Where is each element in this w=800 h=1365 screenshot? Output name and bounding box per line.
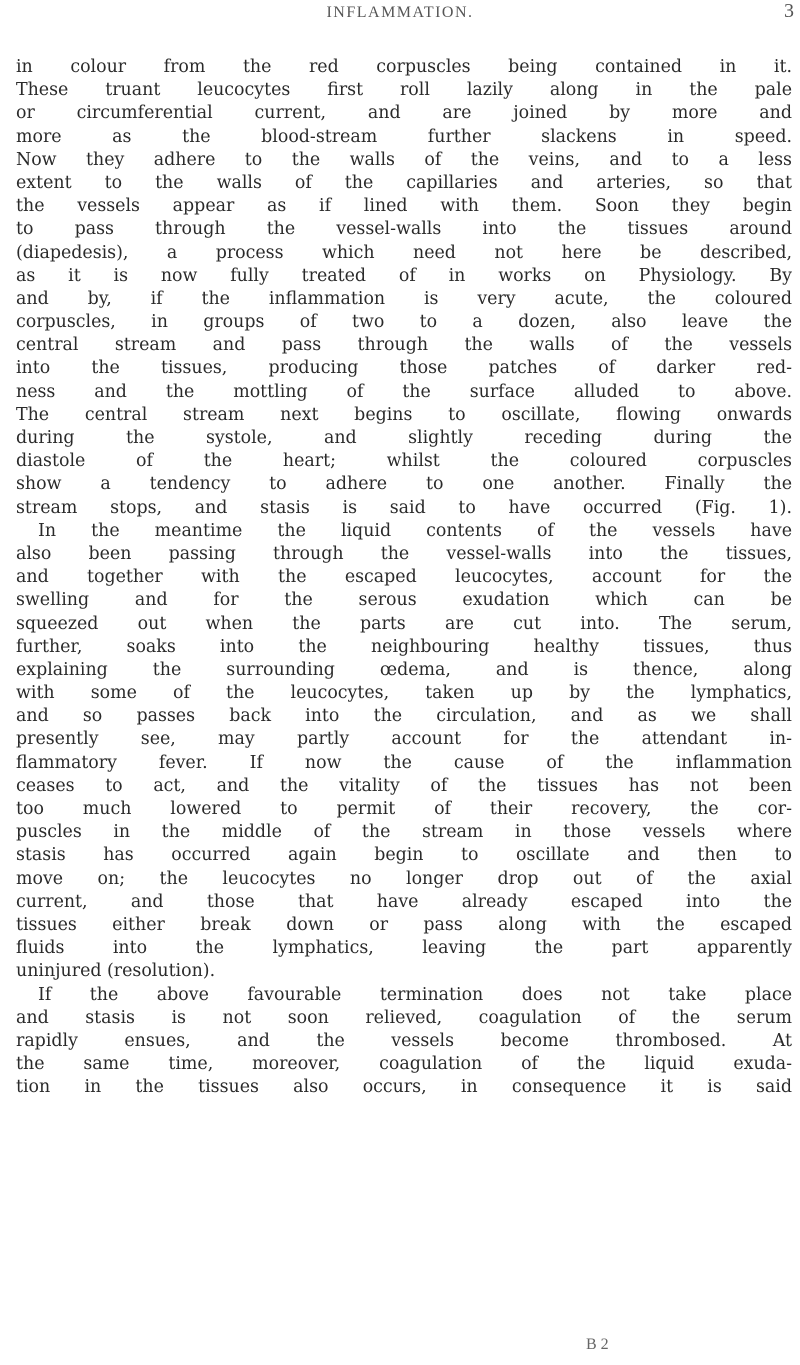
text-line: If the above favourable termination does not take place: [38, 984, 792, 1005]
text-line: squeezed out when the parts are cut into. The serum,: [16, 613, 792, 634]
text-line: presently see, may partly account for the attendant in-: [16, 729, 792, 750]
text-line: swelling and for the serous exudation which can be: [16, 590, 792, 611]
text-line: rapidly ensues, and the vessels become thrombosed. At: [16, 1030, 792, 1051]
text-line: flammatory fever. If now the cause of the inflammation: [16, 752, 792, 773]
text-line: and stasis is not soon relieved, coagulation of the serum: [16, 1007, 792, 1028]
page-number: 3: [784, 0, 794, 22]
text-line: central stream and pass through the walls of the vessels: [16, 335, 792, 356]
text-line: the vessels appear as if lined with them. Soon they begin: [16, 196, 792, 217]
text-line: also been passing through the vessel-walls into the tissues,: [16, 543, 792, 564]
text-line: fluids into the lymphatics, leaving the part apparently: [16, 938, 792, 959]
text-line: current, and those that have already escaped into the: [16, 891, 792, 912]
signature-mark: B 2: [586, 1336, 609, 1353]
text-line: show a tendency to adhere to one another. Finally the: [16, 474, 792, 495]
text-line: move on; the leucocytes no longer drop out of the axial: [16, 868, 792, 889]
text-line: ceases to act, and the vitality of the tissues has not been: [16, 775, 792, 796]
text-line: The central stream next begins to oscillate, flowing onwards: [16, 404, 792, 425]
running-title: INFLAMMATION.: [326, 4, 474, 21]
page-header: [0, 0, 800, 38]
text-line: to pass through the vessel-walls into the tissues around: [16, 219, 792, 240]
text-line: and so passes back into the circulation, and as we shall: [16, 706, 792, 727]
text-line: tissues either break down or pass along with the escaped: [16, 914, 792, 935]
text-line: with some of the leucocytes, taken up by the lymphatics,: [16, 683, 792, 704]
text-line: as it is now fully treated of in works on Physiology. By: [16, 265, 792, 286]
text-line: the same time, moreover, coagulation of the liquid exuda-: [16, 1054, 792, 1075]
text-line: or circumferential current, and are joined by more and: [16, 103, 792, 124]
text-line: further, soaks into the neighbouring healthy tissues, thus: [16, 636, 792, 657]
text-line: ness and the mottling of the surface alluded to above.: [16, 381, 792, 402]
body-text: [16, 56, 792, 1099]
text-line: stream stops, and stasis is said to have occurred (Fig. 1).: [16, 497, 792, 518]
text-line: explaining the surrounding œdema, and is thence, along: [16, 659, 792, 680]
text-line: in colour from the red corpuscles being contained in it.: [16, 57, 792, 77]
text-line: into the tissues, producing those patches of darker red-: [16, 358, 792, 379]
text-line: corpuscles, in groups of two to a dozen, also leave the: [16, 312, 792, 333]
text-line: These truant leucocytes first roll lazily along in the pale: [16, 80, 792, 101]
text-line: more as the blood-stream further slackens in speed.: [16, 126, 792, 147]
text-line: tion in the tissues also occurs, in consequence it is said: [16, 1077, 792, 1098]
text-line: diastole of the heart; whilst the coloured corpuscles: [16, 451, 792, 472]
text-line: extent to the walls of the capillaries and arteries, so that: [16, 172, 792, 193]
text-line: Now they adhere to the walls of the veins, and to a less: [16, 149, 792, 170]
text-line: puscles in the middle of the stream in those vessels where: [16, 822, 792, 843]
text-line: stasis has occurred again begin to oscillate and then to: [16, 845, 792, 866]
text-line: and by, if the inflammation is very acute, the coloured: [16, 288, 792, 309]
text-line: too much lowered to permit of their recovery, the cor-: [16, 799, 792, 819]
text-line: (diapedesis), a process which need not here be described,: [16, 242, 792, 263]
text-line: and together with the escaped leucocytes, account for the: [16, 567, 792, 588]
text-line: uninjured (resolution).: [16, 961, 216, 982]
text-line: during the systole, and slightly receding during the: [16, 428, 792, 448]
text-line: In the meantime the liquid contents of the vessels have: [38, 520, 792, 541]
